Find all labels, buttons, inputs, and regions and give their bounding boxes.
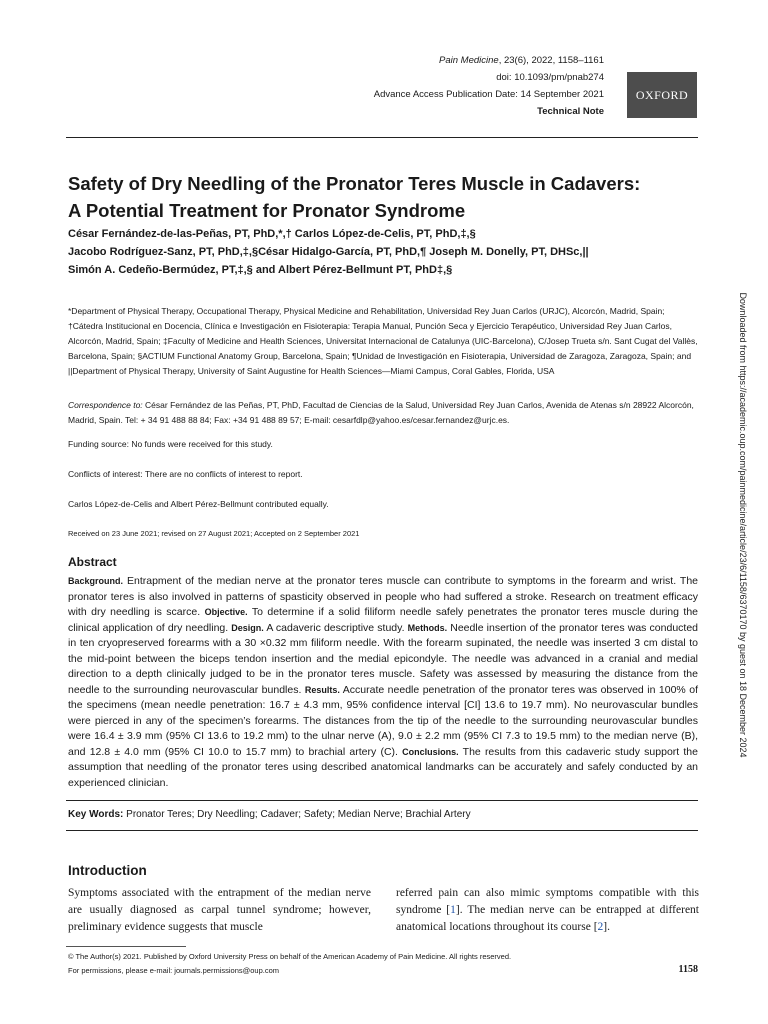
- conclusions-text: The results from this cadaveric study support the assumption that needling of the pronator teres using described anatomical landmarks can be accurately and safely conducted by an experienced clinician.: [68, 745, 698, 789]
- correspondence-text: César Fernández de las Peñas, PT, PhD, Facultad de Ciencias de la Salud, Universidad Rey Juan Carlos, Avenida de Atenas s/n 28922 Alcorcón, Madrid, Spain. Tel: + 34 91 488 88 84; Fax: +34 91 488 89 57; E-mail: cesarfdlp@yahoo.es/cesar.fernandez@urjc.es.: [68, 400, 694, 425]
- article-header: [244, 52, 604, 120]
- reference-link[interactable]: 2: [597, 921, 604, 933]
- oxford-logo: [627, 72, 697, 118]
- abstract-heading: Abstract: [68, 555, 117, 569]
- author-line: Simón A. Cedeño-Bermúdez, PT,‡,§ and Albert Pérez-Bellmunt PT, PhD‡,§: [68, 264, 453, 276]
- author-line: César Fernández-de-las-Peñas, PT, PhD,*,† Carlos López-de-Celis, PT, PhD,‡,§: [68, 228, 476, 240]
- download-watermark: [733, 240, 753, 810]
- header-divider: [66, 137, 698, 138]
- background-text: Entrapment of the median nerve at the pronator teres muscle can contribute to symptoms in the forearm and wrist. The pronator teres is also involved in patterns of spasticity observed in people who had suffered a stroke. Research on treatment efficacy with dry needling is scarce.: [68, 575, 698, 618]
- correspondence-label: Correspondence to:: [68, 400, 143, 410]
- received-dates: Received on 23 June 2021; revised on 27 August 2021; Accepted on 2 September 2021: [68, 529, 360, 538]
- footer: [68, 950, 700, 978]
- abstract-body: [68, 574, 698, 791]
- permissions-notice: For permissions, please e-mail: journals.permissions@oup.com: [68, 966, 280, 975]
- conclusions-label: Conclusions.: [402, 746, 459, 757]
- doi[interactable]: doi: 10.1093/pm/pnab274: [496, 72, 604, 83]
- journal-name: Pain Medicine: [439, 55, 499, 66]
- background-label: Background.: [68, 576, 124, 586]
- design-text: A cadaveric descriptive study.: [263, 621, 408, 634]
- advance-access-date: Advance Access Publication Date: 14 September 2021: [373, 89, 604, 100]
- download-watermark-text[interactable]: Downloaded from https://academic.oup.com/painmedicine/article/23/6/1158/6370170 by guest on 18 December 2024: [738, 292, 748, 758]
- keywords-bottom-divider: [66, 830, 698, 831]
- title-line-2: A Potential Treatment for Pronator Syndrome: [68, 200, 466, 221]
- design-label: Design.: [231, 622, 264, 633]
- results-label: Results.: [304, 684, 340, 695]
- intro-right-text: referred pain can also mimic symptoms compatible with this syndrome [: [396, 887, 699, 916]
- results-text: Accurate needle penetration of the pronator teres was observed in 100% of the specimens (mean needle penetration: 16.7 ± 4.3 mm, 95% confidence interval [CI] 13.6 to 19.7 mm). No neurovascular bundles were pierced in any of the specimen’s forearms. The distances from the tip of the needle to the surrounding neurovascular bundles were 16.4 ± 3.9 mm (95% CI 13.6 to 19.2 mm) to the ulnar nerve (A), 9.0 ± 2.2 mm (95% CI 7.3 to 19.5 mm) to the median nerve (B), and 12.8 ± 4.0 mm (95% CI 10.0 to 15.7 mm) to brachial artery (C).: [68, 683, 698, 758]
- correspondence: [68, 398, 700, 428]
- author-line: Jacobo Rodríguez-Sanz, PT, PhD,‡,§César Hidalgo-García, PT, PhD,¶ Joseph M. Donelly, PT, DHSc,||: [68, 246, 589, 258]
- keywords-text: Pronator Teres; Dry Needling; Cadaver; Safety; Median Nerve; Brachial Artery: [123, 809, 471, 820]
- keywords-label: Key Words:: [68, 809, 124, 820]
- affiliations: *Department of Physical Therapy, Occupational Therapy, Physical Medicine and Rehabilitation, Universidad Rey Juan Carlos (URJC), Alcorcón, Madrid, Spain; †Cátedra Institucional en Docencia, Clínica e Investigación en Fisioterapia: Terapia Manual, Punción Seca y Ejercicio Terapéutico, Universidad Rey Juan Carlos, Alcorcón, Madrid, Spain; ‡Faculty of Medicine and Health Sciences, Universitat Internacional de Catalunya (UIC-Barcelona), C/Josep Trueta s/n. Sant Cugat del Vallès, Barcelona, Spain; §ACTIUM Functional Anatomy Group, Barcelona, Spain; ¶Unidad de Investigación en Fisioterapia, Universidad de Zaragoza, Zaragoza, Spain; and ||Department of Physical Therapy, University of Saint Augustine for Health Sciences—Miami Campus, Coral Gables, Florida, USA: [68, 306, 698, 376]
- title-line-1: Safety of Dry Needling of the Pronator Teres Muscle in Cadavers:: [68, 173, 641, 194]
- objective-label: Objective.: [204, 607, 248, 617]
- citation-details: , 23(6), 2022, 1158–1161: [498, 55, 604, 66]
- keywords-top-divider: [66, 800, 698, 801]
- objective-text: To determine if a solid filiform needle safely penetrates the pronator teres muscle during the clinical application of dry needling.: [68, 606, 698, 634]
- conflicts-statement: Conflicts of interest: There are no conflicts of interest to report.: [68, 469, 303, 479]
- intro-column-right: [396, 885, 699, 936]
- oxford-logo-text: OXFORD: [635, 87, 689, 102]
- intro-right-text: ]. The median nerve can be entrapped at different anatomical locations throughout its course [: [396, 904, 699, 933]
- methods-label: Methods.: [407, 622, 448, 633]
- copyright-notice: © The Author(s) 2021. Published by Oxford University Press on behalf of the American Academy of Pain Medicine. All rights reserved.: [68, 952, 512, 961]
- funding-statement: Funding source: No funds were received for this study.: [68, 439, 273, 449]
- keywords: [68, 809, 700, 820]
- footer-divider: [66, 946, 186, 947]
- equal-contribution-note: Carlos López-de-Celis and Albert Pérez-Bellmunt contributed equally.: [68, 499, 329, 509]
- page-number: 1158: [678, 964, 698, 975]
- journal-citation: [244, 52, 604, 69]
- article-title: [68, 170, 708, 224]
- introduction-heading: Introduction: [68, 863, 147, 878]
- reference-link[interactable]: 1: [450, 904, 456, 916]
- author-list: [68, 225, 708, 279]
- intro-column-left: Symptoms associated with the entrapment of the median nerve are usually diagnosed as carpal tunnel syndrome; however, preliminary evidence suggests that muscle: [68, 887, 371, 933]
- article-type: Technical Note: [537, 106, 604, 117]
- intro-right-text: ].: [603, 921, 610, 933]
- methods-text: Needle insertion of the pronator teres was conducted in ten cryopreserved forearms with a 30 ×0.32 mm filiform needle. With the forearm supinated, the needle was inserted 3 cm distal to the mid-point between the biceps tendon insertion and the medial epicondyle. The needle was advanced in a cranial and medial direction to a depth clinically judged to be in the pronator teres muscle. Safety was assessed by measuring the distance from the needle to the surrounding neurovascular bundles.: [68, 621, 699, 696]
